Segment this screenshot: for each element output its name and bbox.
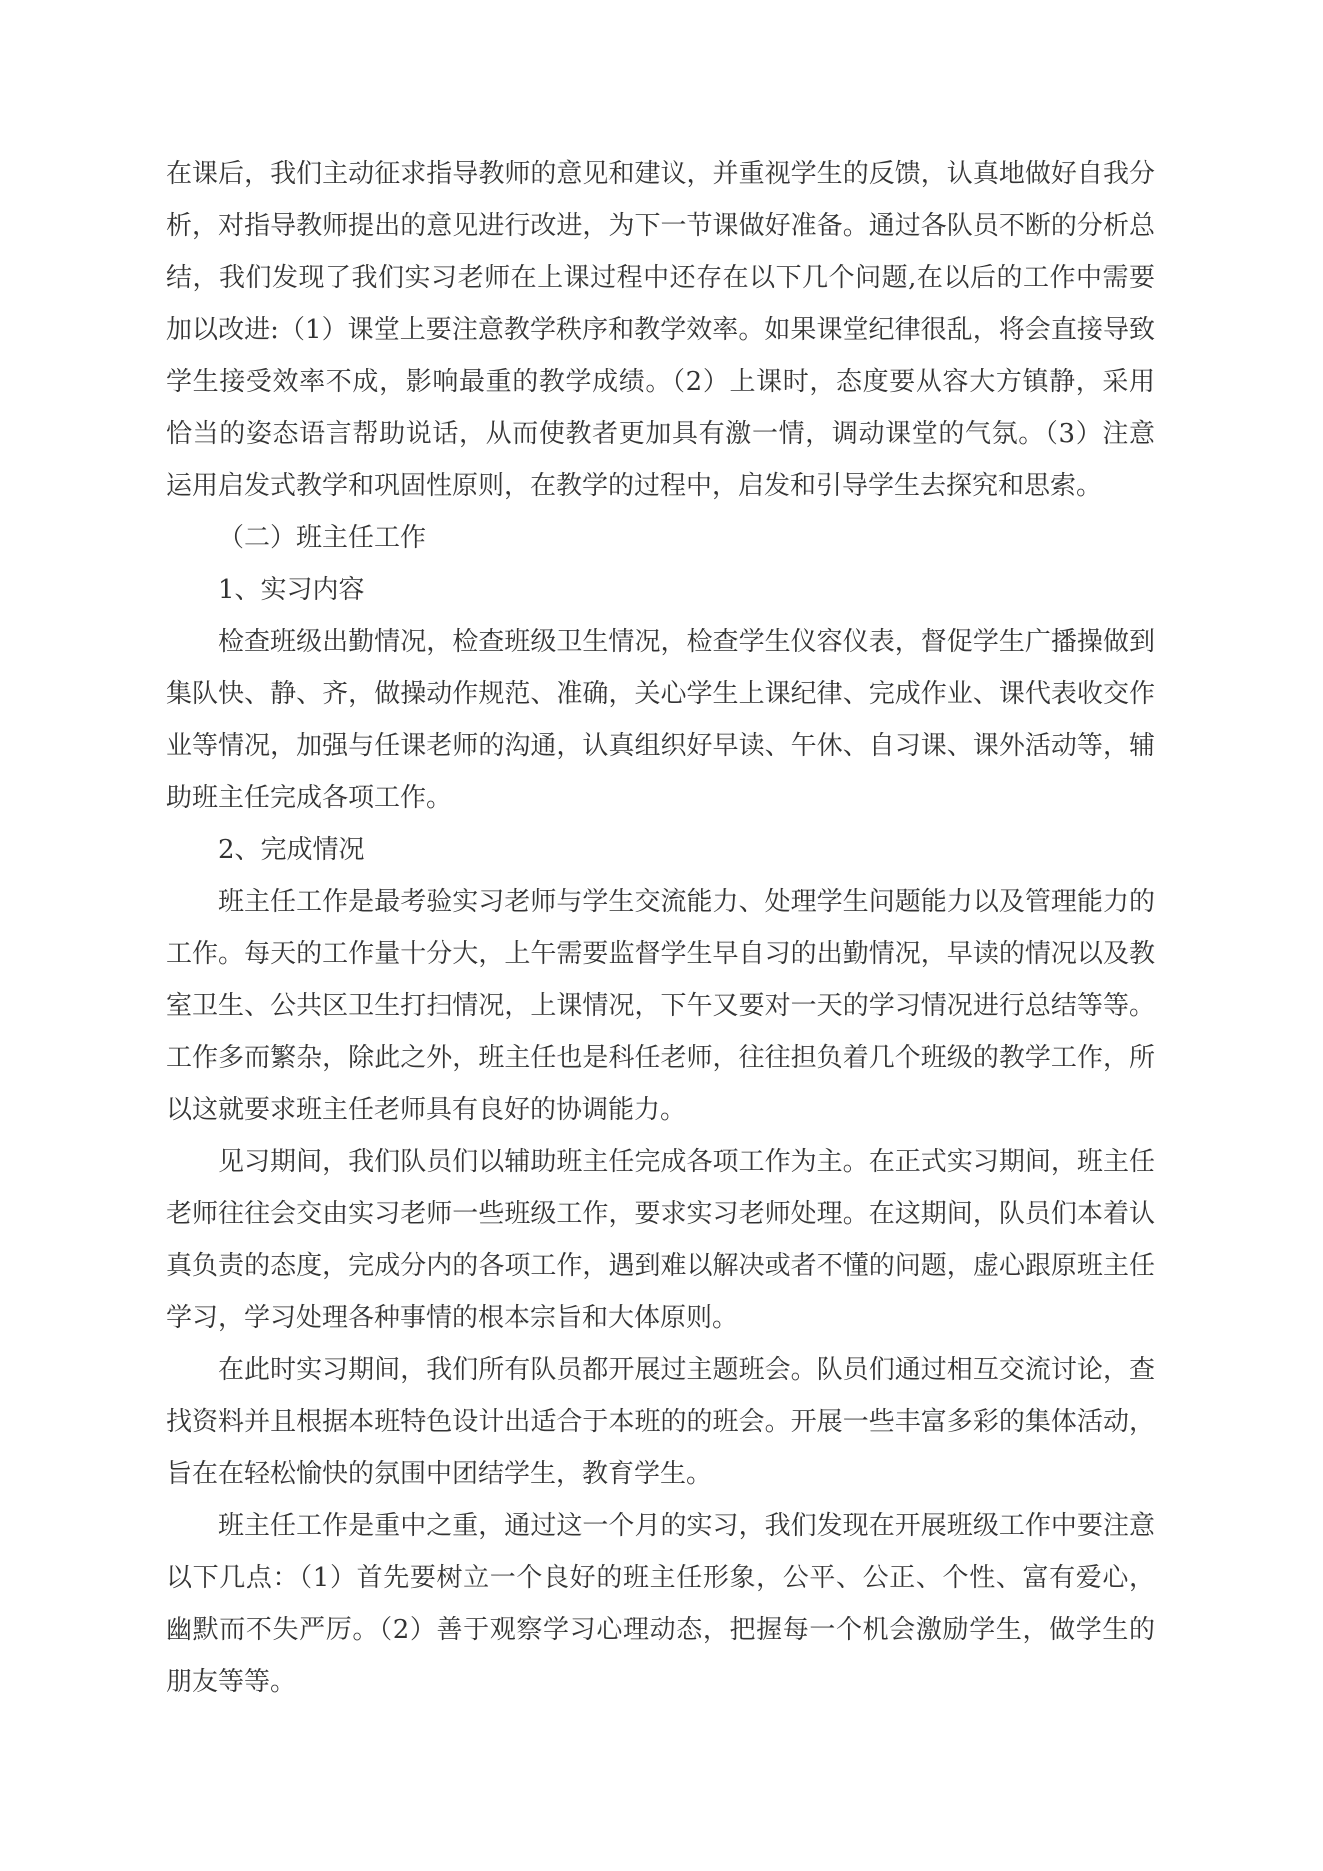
paragraph-observation-period: 见习期间，我们队员们以辅助班主任完成各项工作为主。在正式实习期间，班主任老师往往会交由实习老师一些班级工作，要求实习老师处理。在这期间，队员们本着认真负责的态度，完成分内的各项工作，遇到难以解决或者不懂的问题，虚心跟原班主任学习，学习处理各种事情的根本宗旨和大体原则。 bbox=[166, 1147, 1155, 1333]
heading-completion-status: 2、完成情况 bbox=[218, 835, 365, 865]
paragraph-course-reflection: 在课后，我们主动征求指导教师的意见和建议，并重视学生的反馈，认真地做好自我分析，对指导教师提出的意见进行改进，为下一节课做好准备。通过各队员不断的分析总结，我们发现了我们实习老师在上课过程中还存在以下几个问题,在以后的工作中需要加以改进:（1）课堂上要注意教学秩序和教学效率。如果课堂纪律很乱，将会直接导致学生接受效率不成，影响最重的教学成绩。（2）上课时，态度要从容大方镇静，采用恰当的姿态语言帮助说话，从而使教者更加具有激一情，调动课堂的气氛。（3）注意运用启发式教学和巩固性原则，在教学的过程中，启发和引导学生去探究和思索。 bbox=[166, 159, 1155, 501]
heading-internship-content: 1、实习内容 bbox=[218, 575, 365, 605]
paragraph-theme-class-meeting: 在此时实习期间，我们所有队员都开展过主题班会。队员们通过相互交流讨论，查找资料并且根据本班特色设计出适合于本班的的班会。开展一些丰富多彩的集体活动，旨在在轻松愉快的氛围中团结学生，教育学生。 bbox=[166, 1355, 1155, 1489]
paragraph-internship-content: 检查班级出勤情况，检查班级卫生情况，检查学生仪容仪表，督促学生广播操做到集队快、静、齐，做操动作规范、准确，关心学生上课纪律、完成作业、课代表收交作业等情况，加强与任课老师的沟通，认真组织好早读、午休、自习课、课外活动等，辅助班主任完成各项工作。 bbox=[166, 627, 1155, 813]
paragraph-completion-status: 班主任工作是最考验实习老师与学生交流能力、处理学生问题能力以及管理能力的工作。每天的工作量十分大，上午需要监督学生早自习的出勤情况，早读的情况以及教室卫生、公共区卫生打扫情况，上课情况，下午又要对一天的学习情况进行总结等等。工作多而繁杂，除此之外，班主任也是科任老师，往往担负着几个班级的教学工作，所以这就要求班主任老师具有良好的协调能力。 bbox=[166, 887, 1155, 1125]
heading-class-teacher-work: （二）班主任工作 bbox=[218, 523, 427, 553]
paragraph-key-points: 班主任工作是重中之重，通过这一个月的实习，我们发现在开展班级工作中要注意以下几点：（1）首先要树立一个良好的班主任形象，公平、公正、个性、富有爱心，幽默而不失严厉。（2）善于观察学习心理动态，把握每一个机会激励学生，做学生的朋友等等。 bbox=[166, 1511, 1155, 1697]
